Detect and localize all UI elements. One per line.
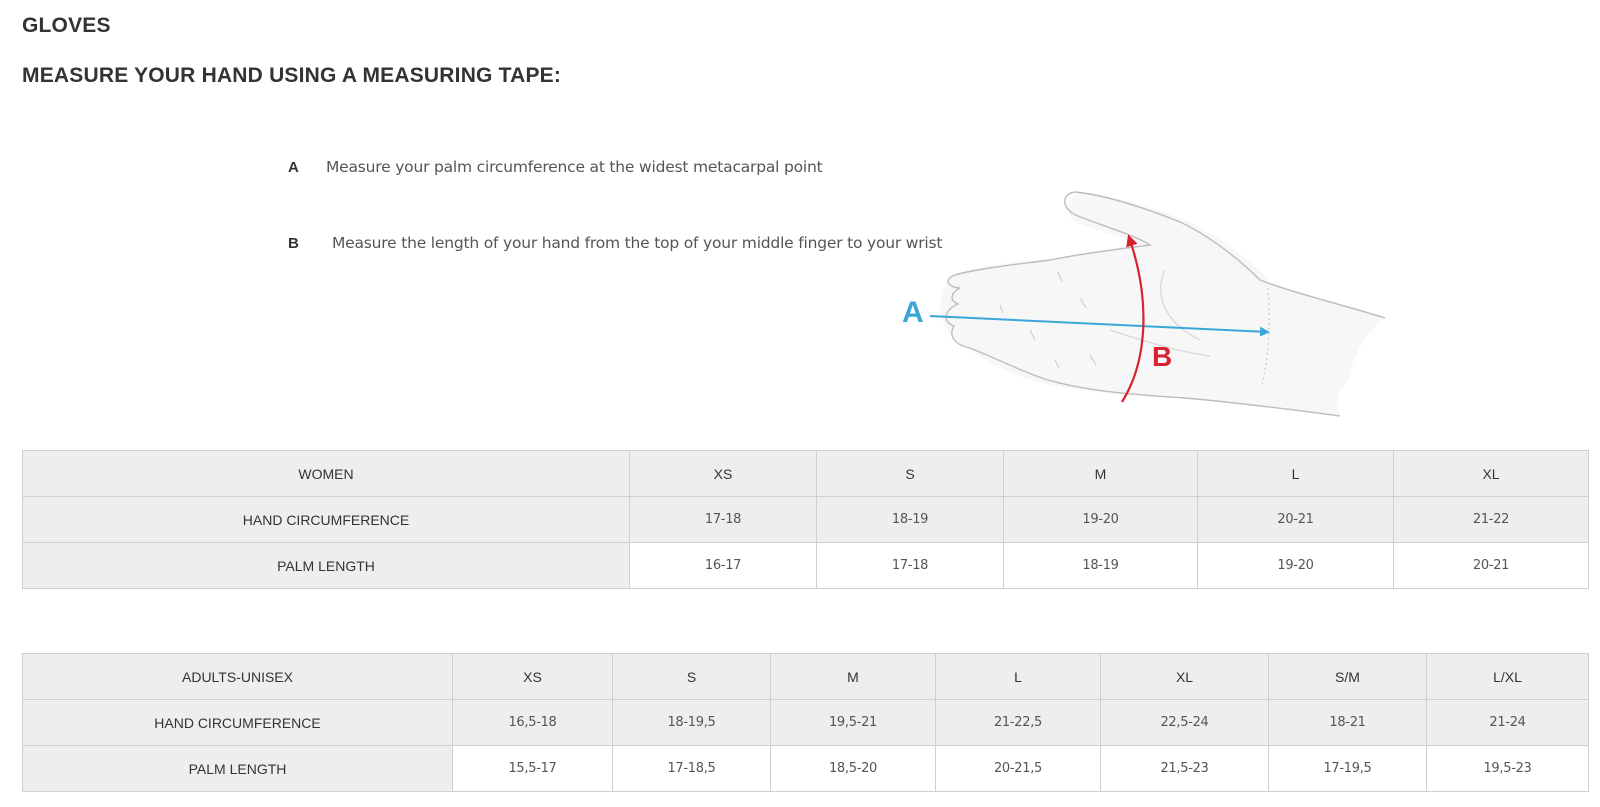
- women-size-table: [22, 450, 1589, 589]
- table-cell: 18-19,5: [613, 700, 771, 746]
- instruction-b-key: B: [288, 235, 299, 252]
- table-row: [23, 543, 1589, 589]
- table-row: [23, 746, 1589, 792]
- table-cell: 21-24: [1427, 700, 1589, 746]
- table-cell: 17-18: [630, 497, 817, 543]
- table-header-row: [23, 451, 1589, 497]
- table-cell: 22,5-24: [1101, 700, 1269, 746]
- table-cell: 21-22: [1394, 497, 1589, 543]
- table-cell: XL: [1394, 451, 1589, 497]
- hand-measurement-diagram: [902, 180, 1430, 430]
- table-header-row: [23, 654, 1589, 700]
- table-cell: XS: [630, 451, 817, 497]
- table-cell: L/XL: [1427, 654, 1589, 700]
- page-subtitle: MEASURE YOUR HAND USING A MEASURING TAPE:: [22, 64, 562, 87]
- table-cell: S: [817, 451, 1004, 497]
- table-cell: S/M: [1269, 654, 1427, 700]
- table-row: [23, 700, 1589, 746]
- table-cell: 17-19,5: [1269, 746, 1427, 792]
- hand-icon: [940, 192, 1385, 415]
- table-cell: 15,5-17: [453, 746, 613, 792]
- table-cell: 20-21: [1394, 543, 1589, 589]
- instruction-b: [288, 233, 942, 252]
- instruction-a-text: Measure your palm circumference at the widest metacarpal point: [326, 158, 823, 176]
- table-cell: PALM LENGTH: [23, 543, 630, 589]
- table-cell: PALM LENGTH: [23, 746, 453, 792]
- table-cell: XS: [453, 654, 613, 700]
- table-cell: 16,5-18: [453, 700, 613, 746]
- table-cell: 21,5-23: [1101, 746, 1269, 792]
- instruction-b-text: Measure the length of your hand from the top of your middle finger to your wrist: [332, 234, 943, 252]
- table-cell: 19,5-23: [1427, 746, 1589, 792]
- label-a: A: [902, 296, 924, 329]
- table-cell: HAND CIRCUMFERENCE: [23, 497, 630, 543]
- table-cell: 19,5-21: [771, 700, 936, 746]
- table-cell: 20-21: [1198, 497, 1394, 543]
- table-cell: 18-19: [1004, 543, 1198, 589]
- table-cell: 17-18,5: [613, 746, 771, 792]
- table-cell: 21-22,5: [936, 700, 1101, 746]
- table-row: [23, 497, 1589, 543]
- page-title: GLOVES: [22, 14, 111, 37]
- table-cell: 18-19: [817, 497, 1004, 543]
- table-cell: 19-20: [1198, 543, 1394, 589]
- table-cell: 18-21: [1269, 700, 1427, 746]
- table-cell: L: [1198, 451, 1394, 497]
- table-cell: 16-17: [630, 543, 817, 589]
- table-cell: WOMEN: [23, 451, 630, 497]
- label-b: B: [1152, 341, 1173, 372]
- table-cell: L: [936, 654, 1101, 700]
- table-cell: ADULTS-UNISEX: [23, 654, 453, 700]
- table-cell: 17-18: [817, 543, 1004, 589]
- instruction-a: [288, 157, 823, 176]
- unisex-size-table: [22, 653, 1589, 792]
- table-cell: HAND CIRCUMFERENCE: [23, 700, 453, 746]
- table-cell: 19-20: [1004, 497, 1198, 543]
- table-cell: 20-21,5: [936, 746, 1101, 792]
- table-cell: S: [613, 654, 771, 700]
- table-cell: 18,5-20: [771, 746, 936, 792]
- instruction-a-key: A: [288, 159, 299, 176]
- table-cell: M: [1004, 451, 1198, 497]
- table-cell: XL: [1101, 654, 1269, 700]
- table-cell: M: [771, 654, 936, 700]
